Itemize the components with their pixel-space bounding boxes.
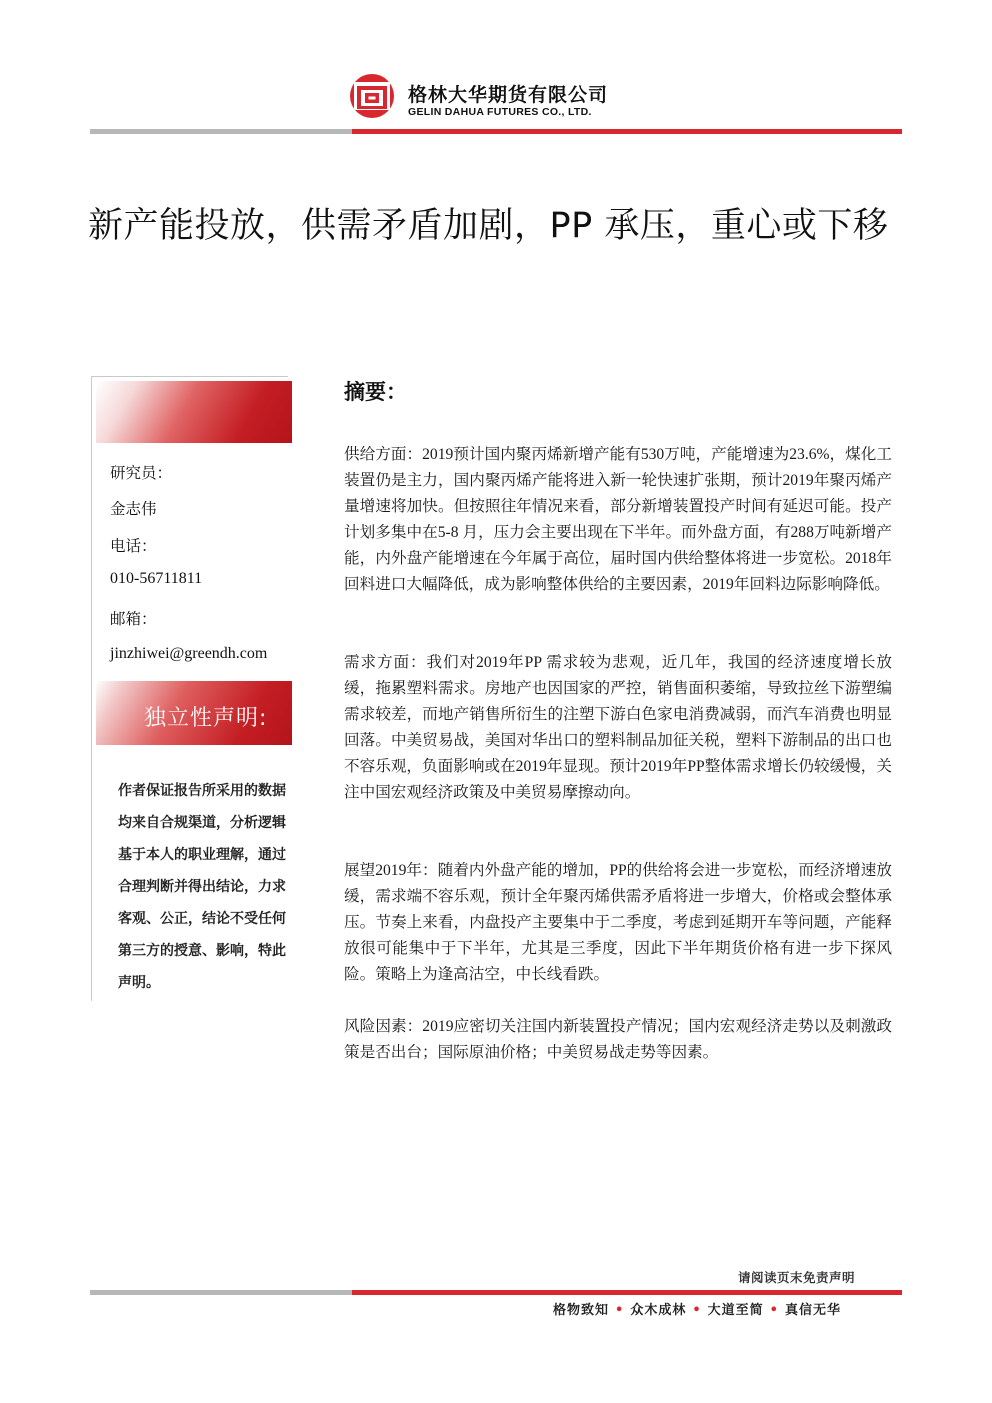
email-label: 邮箱： [110,610,157,628]
bullet-dot-icon: • [692,1303,702,1318]
outlook-paragraph: 展望2019年：随着内外盘产能的增加，PP的供给将会进一步宽松，而经济增速放缓，需求端不容乐观，预计全年聚丙烯供需矛盾将进一步增大，价格或会整体承压。节奏上来看，内盘投产主要集中于二季度，考虑到延期开车等问题，产能释放很可能集中于下半年，尤其是三季度，因此下半年期货价格有进一步下探风险。策略上为逢高沽空，中长线看跌。 [344,862,892,983]
email-address[interactable]: jinzhiwei@greendh.com [110,645,268,662]
bullet-dot-icon: • [615,1303,625,1318]
declaration-title: 独立性声明: [144,706,268,731]
analyst-sidebar [91,376,288,1001]
demand-paragraph: 需求方面：我们对2019年PP 需求较为悲观，近几年，我国的经济速度增长放缓，拖累塑料需求。房地产也因国家的严控，销售面积萎缩，导致拉丝下游塑编需求较差，而地产销售所衍生的注塑下游白色家电消费减弱，而汽车消费也明显回落。中美贸易战，美国对华出口的塑料制品加征关税，塑料下游制品的出口也不容乐观，负面影响或在2019年显现。预计2019年PP整体需求增长仍较缓慢，关注中国宏观经济政策及中美贸易摩擦动向。 [344,654,892,801]
header-rule-grey [90,129,352,134]
company-name-en: GELIN DAHUA FUTURES CO., LTD. [408,106,592,118]
disclaimer-note: 请阅读页末免责声明 [738,1270,856,1285]
researcher-label: 研究员： [110,464,173,482]
phone-label: 电话： [110,537,157,555]
slogan-2: 众木成林 [630,1303,687,1318]
gelin-dahua-logo-icon [348,72,396,120]
slogan-1: 格物致知 [553,1303,610,1318]
sidebar-top-band [96,381,292,443]
bullet-dot-icon: • [769,1303,779,1318]
company-slogans [553,1299,841,1318]
risk-paragraph: 风险因素：2019应密切关注国内新装置投产情况；国内宏观经济走势以及刺激政策是否出台；国际原油价格；中美贸易战走势等因素。 [344,1018,892,1061]
report-title: 新产能投放，供需矛盾加剧，PP 承压，重心或下移 [88,206,889,246]
abstract-heading: 摘要： [344,380,407,404]
slogan-4: 真信无华 [784,1303,841,1318]
company-name-cn: 格林大华期货有限公司 [408,84,609,106]
declaration-body: 作者保证报告所采用的数据均来自合规渠道，分析逻辑基于本人的职业理解，通过合理判断并得出结论，力求客观、公正，结论不受任何第三方的授意、影响，特此声明。 [118,783,286,991]
header-rule-red [352,129,902,134]
supply-paragraph: 供给方面：2019预计国内聚丙烯新增产能有530万吨，产能增速为23.6%，煤化工装置仍是主力，国内聚丙烯产能将进入新一轮快速扩张期，预计2019年聚丙烯产量增速将加快。但按照往年情况来看，部分新增装置投产时间有延迟可能。投产计划多集中在5-8 月，压力会主要出现在下半年。而外盘方面，有288万吨新增产能，内外盘产能增速在今年属于高位，届时国内供给整体将进一步宽松。2018年回料进口大幅降低，成为影响整体供给的主要因素，2019年回料边际影响降低。 [344,446,892,593]
footer-rule-red [352,1290,902,1295]
slogan-3: 大道至简 [707,1303,764,1318]
footer-rule-grey [90,1290,352,1295]
phone-number: 010-56711811 [110,570,203,587]
researcher-name: 金志伟 [110,500,157,518]
